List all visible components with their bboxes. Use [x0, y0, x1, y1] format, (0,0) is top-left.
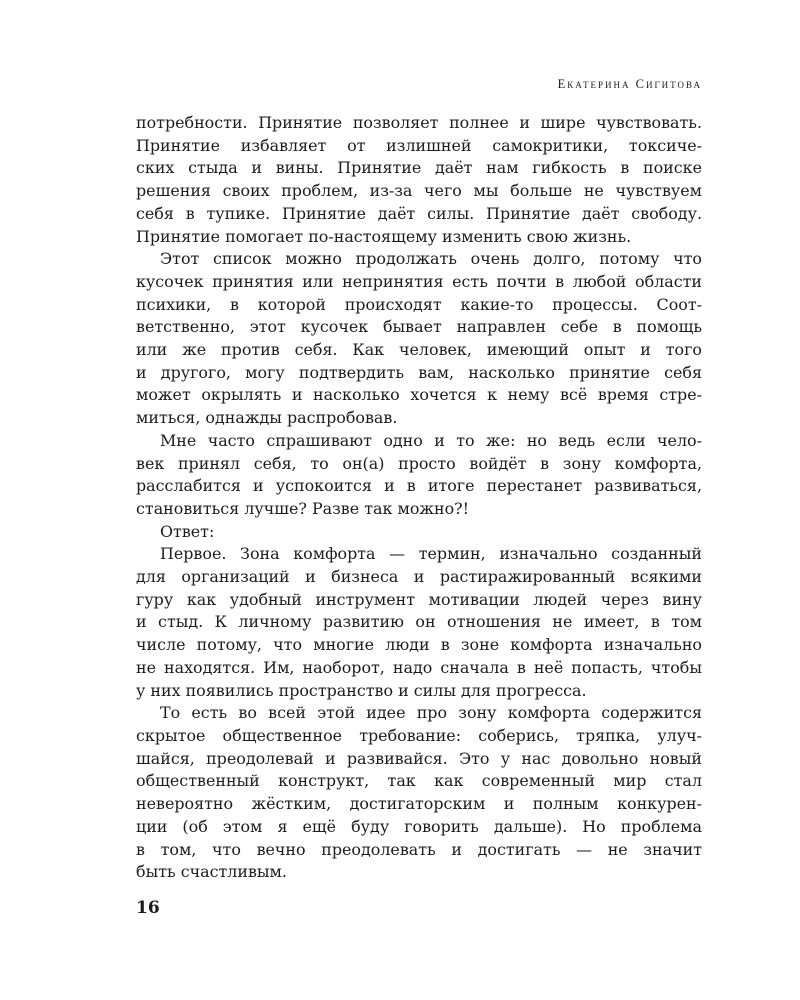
- text-line: ции (об этом я ещё буду говорить дальше). Но проблема: [136, 816, 702, 836]
- page-number: 16: [136, 898, 160, 918]
- text-line: или же против себя. Как человек, имеющий опыт и того: [136, 340, 702, 360]
- text-line: и другого, могу подтвердить вам, насколько принятие себя: [136, 362, 702, 382]
- text-line: числе потому, что многие люди в зоне комфорта изначально: [136, 635, 702, 655]
- body-text: [136, 112, 702, 884]
- text-line: Первое. Зона комфорта — термин, изначально созданный: [160, 544, 702, 564]
- text-line: скрытое общественное требование: соберись, тряпка, улуч-: [136, 725, 702, 745]
- text-line: быть счастливым.: [136, 862, 287, 882]
- text-line: гуру как удобный инструмент мотивации людей через вину: [136, 589, 702, 609]
- text-line: невероятно жёстким, достигаторским и полным конкурен-: [136, 794, 702, 814]
- text-line: и стыд. К личному развитию он отношения не имеет, в том: [136, 612, 702, 632]
- text-line: миться, однажды распробовав.: [136, 408, 398, 428]
- text-line: не находятся. Им, наоборот, надо сначала в неё попасть, чтобы: [136, 657, 702, 677]
- text-line: решения своих проблем, из-за чего мы больше не чувствуем: [136, 181, 702, 201]
- text-line: себя в тупике. Принятие даёт силы. Принятие даёт свободу.: [136, 203, 702, 223]
- text-line: Принятие помогает по-настоящему изменить свою жизнь.: [136, 226, 632, 246]
- text-line: век принял себя, то он(а) просто войдёт в зону комфорта,: [136, 453, 702, 473]
- text-line: Ответ:: [160, 521, 215, 541]
- text-line: Этот список можно продолжать очень долго, потому что: [160, 249, 702, 269]
- text-line: потребности. Принятие позволяет полнее и шире чувствовать.: [136, 113, 702, 132]
- text-line: ских стыда и вины. Принятие даёт нам гибкость в поиске: [136, 158, 702, 178]
- text-line: в том, что вечно преодолевать и достигать — не значит: [136, 839, 702, 859]
- text-line: становиться лучше? Разве так можно?!: [136, 498, 470, 518]
- text-line: Мне часто спрашивают одно и то же: но ведь если чело-: [160, 430, 702, 450]
- text-line: шайся, преодолевай и развивайся. Это у нас довольно новый: [136, 748, 702, 768]
- text-line: общественный конструкт, так как современный мир стал: [136, 771, 702, 791]
- text-line: может окрылять и насколько хочется к нему всё время стре-: [136, 385, 702, 405]
- text-line: ветственно, этот кусочек бывает направлен себе в помощь: [136, 317, 702, 337]
- text-line: кусочек принятия или непринятия есть почти в любой области: [136, 271, 702, 291]
- text-line: То есть во всей этой идее про зону комфорта содержится: [160, 703, 702, 723]
- text-line: у них появились пространство и силы для прогресса.: [136, 680, 587, 700]
- text-line: психики, в которой происходят какие-то процессы. Соот-: [136, 294, 702, 314]
- text-line: расслабится и успокоится и в итоге перестанет развиваться,: [136, 476, 702, 496]
- text-line: для организаций и бизнеса и растиражированный всякими: [136, 567, 702, 587]
- running-head-author: Екатерина Сигитова: [557, 77, 702, 91]
- text-line: Принятие избавляет от излишней самокритики, токсиче-: [136, 135, 702, 155]
